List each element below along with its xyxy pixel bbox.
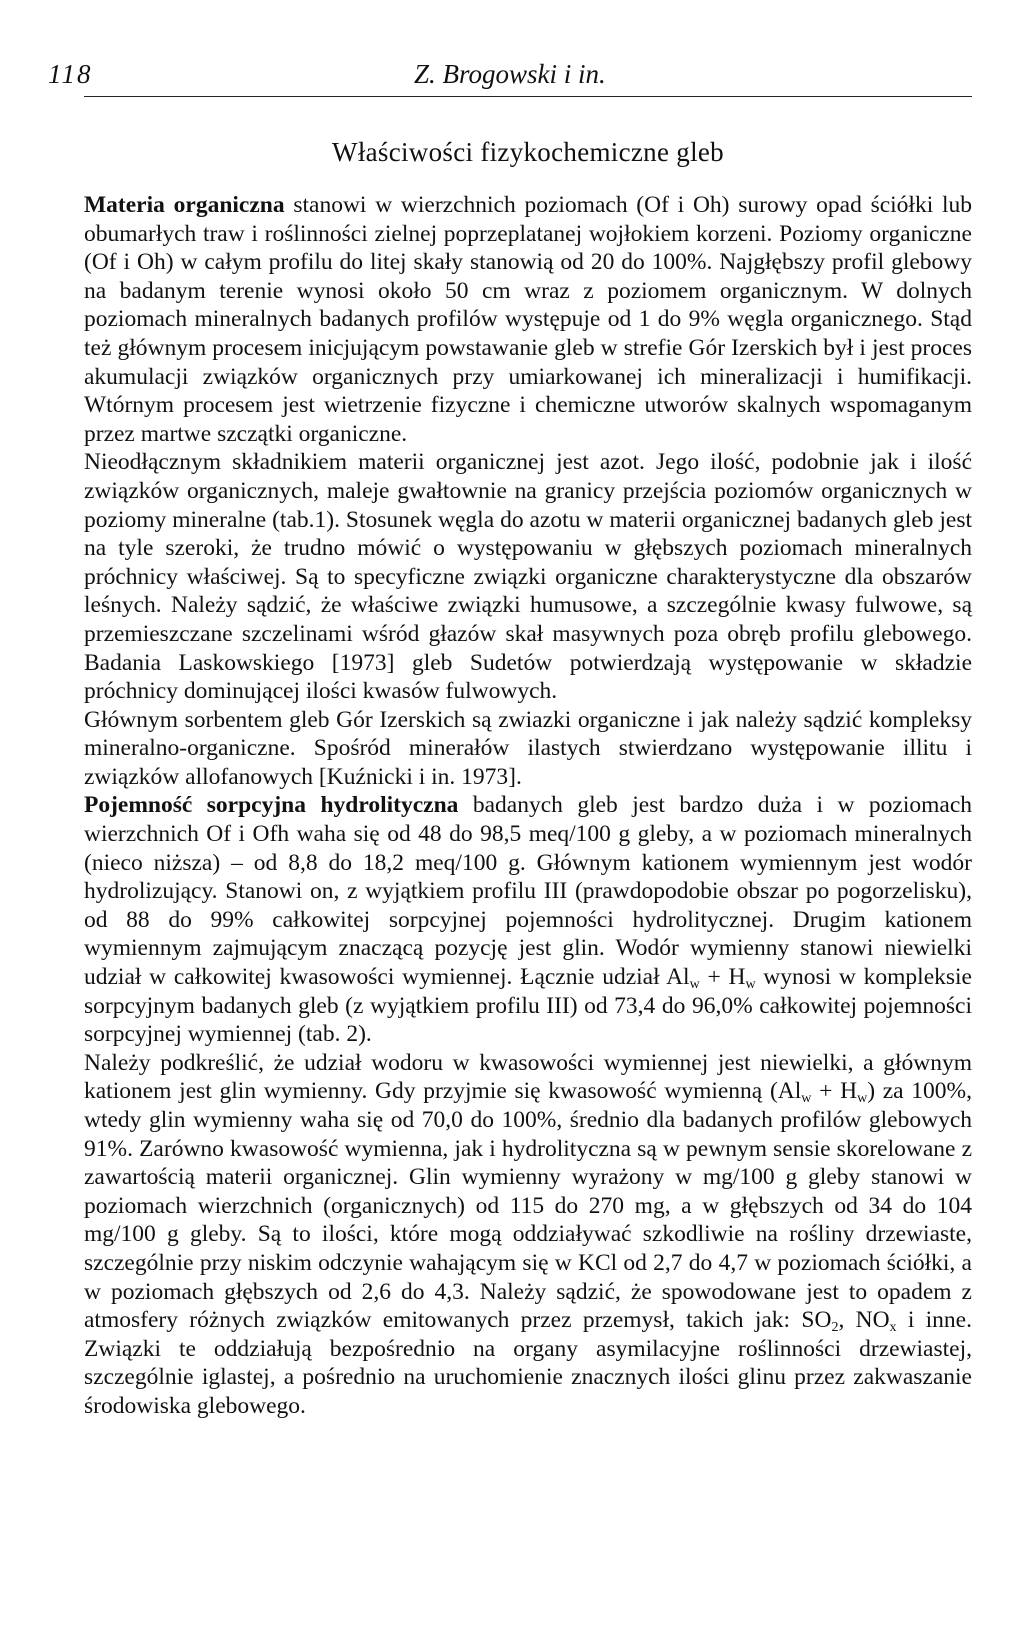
section-title: Właściwości fizykochemiczne gleb [332, 137, 724, 167]
body-text [84, 191, 972, 1421]
paragraph-sorbent: Głównym sorbentem gleb Gór Izerskich są zwiazki organiczne i jak należy sądzić kompleksy mineralno-organiczne. Spośród minerałów ilastych stwierdzano występowanie illitu i związków allofanowych [Kuźnicki i in. 1973]. [84, 706, 972, 790]
paragraph-text: ) za 100%, wtedy glin wymienny waha się od 70,0 do 100%, średnio dla badanych profilów glebowych 91%. Zarówno kwasowość wymienna, jak i hydrolityczna są w pewnym sensie skorelowane z zawartością materii organicznej. Glin wymienny wyrażony w mg/100 g gleby stanowi w poziomach wierzchnich (organicznych) od 115 do 270 mg, a w głębszych od 34 do 104 mg/100 g gleby. Są to ilości, które mogą oddziaływać szkodliwie na rośliny drzewiaste, szczególnie przy niskim odczynie wahającym się w KCl od 2,7 do 4,7 w poziomach ściółki, a w poziomach głębszych od 2,6 do 4,3. Należy sądzić, że spowodowane jest to opadem z atmosfery różnych związków emitowanych przez przemysł, takich jak: SO [84, 1078, 973, 1334]
subscript: w [745, 977, 756, 993]
paragraph-text: i inne. Związki te oddziałują bezpośrednio na organy asymilacyjne roślinności drzewiastej, szczególnie iglastej, a pośrednio na uruchomienie znacznych ilości glinu przez zakwaszanie środowiska glebowego. [84, 1307, 972, 1419]
paragraph-text: Należy podkreślić, że udział wodoru w kwasowości wymiennej jest niewielki, a głównym kationem jest glin wymienny. Gdy przyjmie się kwasowość wymienną (Al [84, 1049, 972, 1105]
paragraph-text: wynosi w kompleksie sorpcyjnym badanych gleb (z wyjątkiem profilu III) od 73,4 do 96,0% całkowitej pojemności sorpcyjnej wymiennej (tab. 2). [84, 964, 972, 1048]
paragraph-text: + H [699, 964, 746, 991]
subscript: 2 [831, 1320, 839, 1336]
running-title: Z. Brogowski i in. [414, 59, 606, 89]
subscript: w [689, 977, 700, 993]
subscript: x [889, 1320, 897, 1336]
subscript: w [857, 1091, 868, 1107]
paragraph-exchangeable-acidity [84, 1049, 972, 1421]
paragraph-sorption-capacity [84, 791, 972, 1048]
paragraph-text: badanych gleb jest bardzo duża i w poziomach wierzchnich Of i Ofh waha się od 48 do 98,5 meq/100 g gleby, a w poziomach mineralnych (nieco niższa) – od 8,8 do 18,2 meq/100 g. Głównym kationem wymiennym jest wodór hydrolizujący. Stanowi on, z wyjątkiem profilu III (prawdopodobie obszar po pogorzelisku), od 88 do 99% całkowitej sorpcyjnej pojemności hydrolitycznej. Drugim kationem wymiennym zajmującym znaczącą pozycję jest glin. Wodór wymienny stanowi niewielki udział w całkowitej kwasowości wymiennej. Łącznie udział Al [84, 792, 972, 991]
paragraph-lead: Materia organiczna [84, 192, 285, 218]
paragraph-nitrogen: Nieodłącznym składnikiem materii organicznej jest azot. Jego ilość, podobnie jak i ilość związków organicznych, maleje gwałtownie na granicy przejścia poziomów organicznych w poziomy mineralne (tab.1). Stosunek węgla do azotu w materii organicznej badanych gleb jest na tyle szeroki, że trudno mówić o występowaniu w głębszych poziomach mineralnych próchnicy właściwej. Są to specyficzne związki organiczne charakterystyczne dla obszarów leśnych. Należy sądzić, że właściwe związki humusowe, a szczególnie kwasy fulwowe, są przemieszczane szczelinami wśród głazów skał masywnych poza obręb profilu glebowego. Badania Laskowskiego [1973] gleb Sudetów potwierdzają występowanie w składzie próchnicy dominującej ilości kwasów fulwowych. [84, 449, 972, 705]
paragraph-text: + H [811, 1078, 858, 1105]
page-number: 118 [48, 59, 93, 89]
paragraph-lead: Pojemność sorpcyjna hydrolityczna [84, 792, 459, 819]
running-head [48, 56, 972, 97]
paragraph-text: , NO [838, 1307, 890, 1334]
paragraph-organic-matter [84, 191, 972, 448]
paragraph-text: stanowi w wierzchnich poziomach (Of i Oh) surowy opad ściółki lub obumarłych traw i roślinności zielnej poprzeplatanej wojłokiem korzeni. Poziomy organiczne (Of i Oh) w całym profilu do litej skały stanowią od 20 do 100%. Najgłębszy profil glebowy na badanym terenie wynosi około 50 cm wraz z poziomem organicznym. W dolnych poziomach mineralnych badanych profilów występuje od 1 do 9% węgla organicznego. Stąd też głównym procesem inicjującym powstawanie gleb w strefie Gór Izerskich był i jest proces akumulacji związków organicznych przy umiarkowanej ich mineralizacji i humifikacji. Wtórnym procesem jest wietrzenie fizyczne i chemiczne utworów skalnych wspomaganym przez martwe szczątki organiczne. [84, 192, 973, 447]
subscript: w [801, 1091, 812, 1107]
page [48, 56, 973, 1421]
